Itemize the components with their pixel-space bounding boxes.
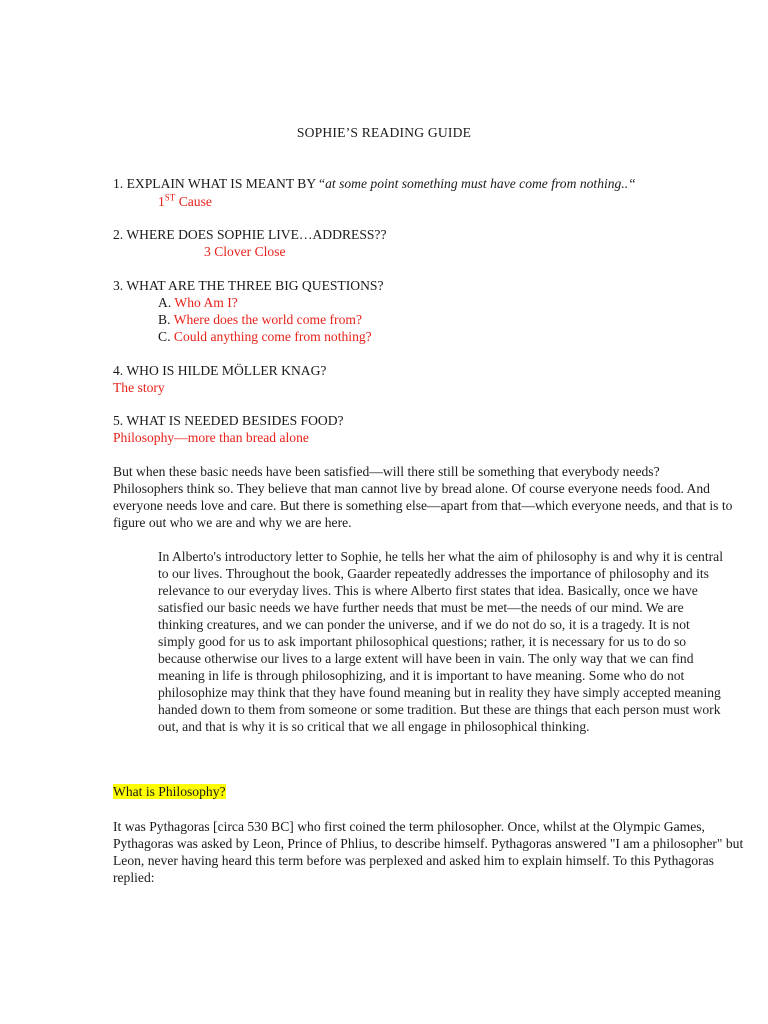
answer-3-letter: B.	[158, 312, 171, 327]
answer-1-superscript: ST	[164, 192, 176, 203]
answer-1-text: Cause	[175, 194, 212, 209]
question-1	[113, 175, 636, 192]
answer-3-text: Could anything come from nothing?	[173, 329, 372, 344]
answer-3-item-a	[158, 294, 238, 311]
answer-1-number: 1	[158, 194, 165, 209]
answer-4: The story	[113, 380, 165, 395]
answer-1	[158, 193, 212, 210]
answer-3-text: Where does the world come from?	[173, 312, 362, 327]
question-5: 5. WHAT IS NEEDED BESIDES FOOD?	[113, 413, 344, 428]
answer-5: Philosophy—more than bread alone	[113, 430, 309, 445]
question-4: 4. WHO IS HILDE MÖLLER KNAG?	[113, 363, 327, 378]
answer-3-letter: C.	[158, 329, 171, 344]
answer-3-item-b	[158, 311, 362, 328]
section-heading	[113, 783, 226, 800]
answer-2: 3 Clover Close	[204, 244, 286, 259]
block-quote: In Alberto's introductory letter to Sophie, he tells her what the aim of philosophy is and why it is central to our lives. Throughout the book, Gaarder repeatedly addresses the importance of philosophy and its relevance to our everyday lives. This is where Alberto first states that idea. Basically, once we have satisfied our basic needs we have further needs that must be met—the needs of our mind. We are thinking creatures, and we can ponder the universe, and if we do not do so, it is a tragedy. It is not simply good for us to ask important philosophical questions; rather, it is necessary for us to do so because otherwise our lives to a large extent will have been in vain. The only way that we can find meaning in life is through philosophizing, and it is important to have meaning. Some who do not philosophize may think that they have found meaning but in reality they have simply accepted meaning handed down to them from someone or some tradition. But these are things that each person must work out, and that is why it is so critical that we all engage in philosophical thinking.	[158, 549, 723, 734]
question-1-prefix: 1. EXPLAIN WHAT IS MEANT BY “	[113, 176, 326, 191]
page-title: SOPHIE’S READING GUIDE	[296, 125, 472, 140]
answer-3-item-c	[158, 328, 372, 345]
section-heading-text: What is Philosophy?	[113, 784, 226, 799]
question-3: 3. WHAT ARE THE THREE BIG QUESTIONS?	[113, 278, 384, 293]
body-paragraph-1: But when these basic needs have been satisfied—will there still be something that everybody needs? Philosophers think so. They believe that man cannot live by bread alone. Of course everyone needs food. And everyone needs love and care. But there is something else—apart from that—which everyone needs, and that is to figure out who we are and why we are here.	[113, 464, 733, 530]
question-1-quote: at some point something must have come from nothing..	[325, 176, 629, 191]
answer-3-letter: A.	[158, 295, 172, 310]
question-1-suffix: “	[628, 176, 636, 191]
body-paragraph-2: It was Pythagoras [circa 530 BC] who first coined the term philosopher. Once, whilst at the Olympic Games, Pythagoras was asked by Leon, Prince of Phlius, to describe himself. Pythagoras answered "I am a philosopher" but Leon, never having heard this term before was perplexed and asked him to explain himself. To this Pythagoras replied:	[113, 819, 744, 885]
question-2: 2. WHERE DOES SOPHIE LIVE…ADDRESS??	[113, 227, 387, 242]
answer-3-text: Who Am I?	[174, 295, 238, 310]
